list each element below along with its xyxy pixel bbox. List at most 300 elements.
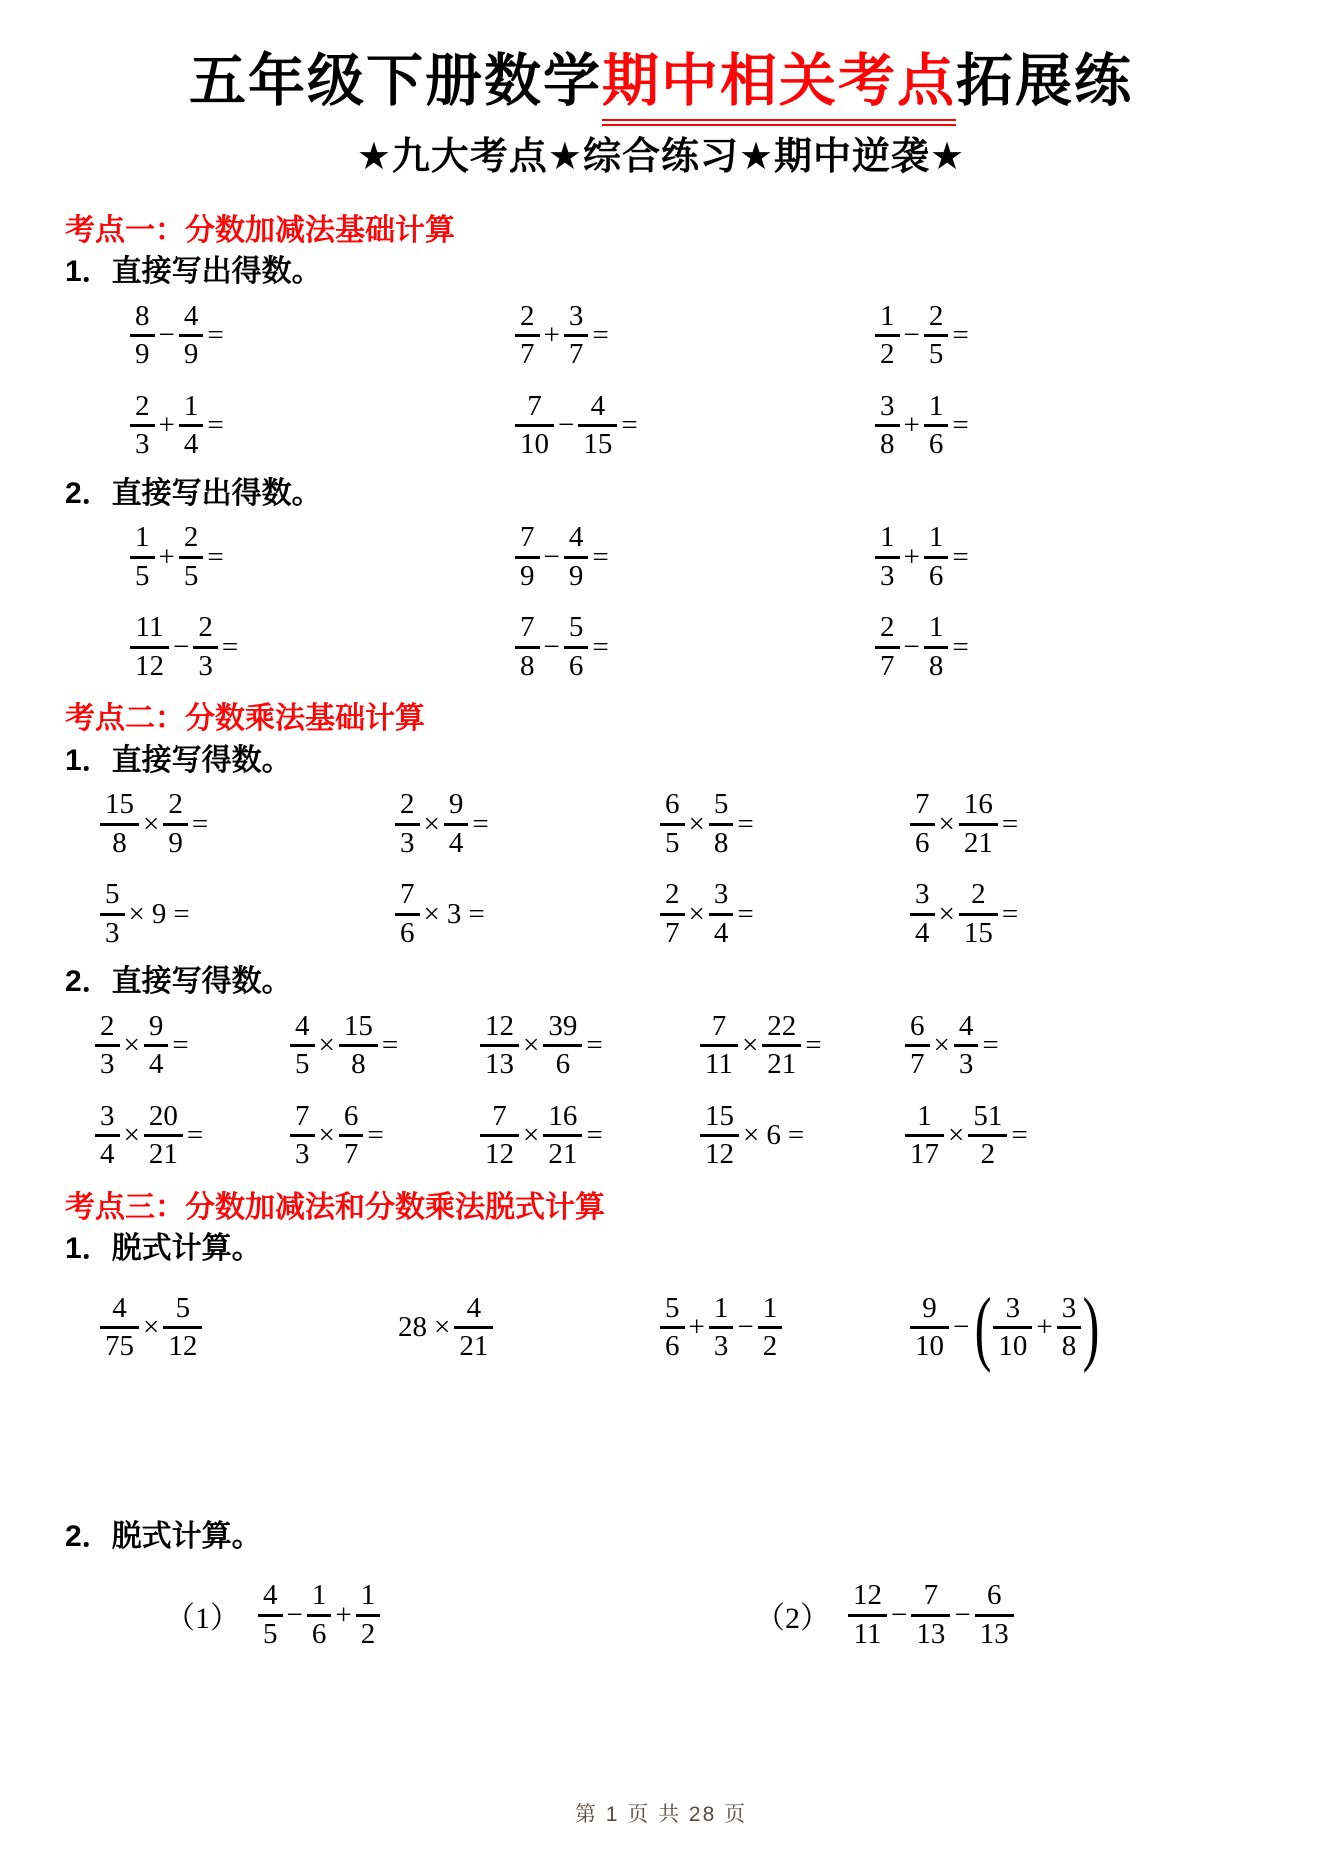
block-label: 1．直接写出得数。 — [65, 255, 322, 289]
operator: = — [621, 409, 638, 442]
operator: = — [952, 540, 969, 573]
operator: × — [143, 807, 160, 840]
fraction — [660, 877, 685, 951]
operator: × — [128, 897, 145, 930]
operator: × — [523, 1029, 540, 1062]
operator: = — [367, 1119, 384, 1152]
operator: − — [158, 319, 175, 352]
numerator: 2 — [168, 788, 183, 821]
math-expression — [480, 1009, 700, 1083]
denominator: 3 — [95, 1044, 120, 1082]
math-expression — [130, 389, 515, 463]
numerator: 16 — [963, 788, 993, 821]
math-row — [130, 291, 1257, 381]
math-expression — [875, 610, 1257, 684]
operator: = — [952, 409, 969, 442]
math-expression — [515, 389, 875, 463]
fraction — [395, 877, 420, 951]
operator: + — [688, 1311, 705, 1344]
operator: − — [558, 409, 575, 442]
denominator: 8 — [339, 1044, 378, 1082]
math-row — [130, 602, 1257, 692]
math-expression — [755, 1578, 1257, 1652]
fraction — [130, 610, 169, 684]
denominator: 5 — [290, 1044, 315, 1082]
denominator: 75 — [100, 1326, 139, 1364]
math-expression — [395, 787, 660, 861]
operator: × — [948, 1119, 965, 1152]
numerator: 51 — [973, 1099, 1003, 1132]
operator: = — [592, 540, 609, 573]
operator: − — [286, 1598, 303, 1631]
denominator: 13 — [911, 1614, 950, 1652]
numerator: 3 — [1005, 1291, 1021, 1324]
fraction — [700, 1099, 739, 1173]
denominator: 7 — [515, 334, 540, 372]
page-subtitle: ★九大考点★综合练习★期中逆袭★ — [356, 136, 966, 179]
operator: = — [207, 540, 224, 573]
math-expression — [395, 1291, 660, 1365]
denominator: 9 — [163, 823, 188, 861]
numerator: 1 — [928, 389, 944, 422]
math-expression — [95, 1009, 290, 1083]
numerator: 4 — [466, 1291, 482, 1324]
denominator: 6 — [395, 913, 420, 951]
numerator: 1 — [311, 1579, 327, 1612]
fraction — [515, 389, 554, 463]
denominator: 5 — [130, 556, 155, 594]
fraction — [968, 1099, 1007, 1173]
numerator: 1 — [360, 1579, 376, 1612]
math-expression — [875, 299, 1257, 373]
numerator: 5 — [175, 1291, 191, 1324]
operator: = — [586, 1119, 603, 1152]
operator: = — [472, 807, 489, 840]
operator: = — [586, 1029, 603, 1062]
denominator: 4 — [444, 823, 469, 861]
operator: × — [123, 1029, 140, 1062]
operator: = — [221, 630, 239, 663]
operator: × — [938, 897, 955, 930]
operator: − — [954, 1598, 971, 1631]
operator: × — [933, 1029, 950, 1062]
operator: = — [805, 1029, 822, 1062]
denominator: 13 — [480, 1044, 519, 1082]
fraction — [100, 1291, 139, 1365]
numerator: 1 — [183, 389, 199, 422]
title-prefix: 五年级下册数学 — [189, 49, 602, 113]
math-expression — [910, 877, 1257, 951]
fraction — [515, 299, 540, 373]
numerator: 7 — [520, 611, 535, 644]
denominator: 8 — [1057, 1326, 1082, 1364]
operator: + — [903, 409, 920, 442]
operator: = — [1001, 897, 1019, 930]
numerator: 4 — [112, 1291, 127, 1324]
block-label: 1．直接写得数。 — [65, 743, 292, 777]
fraction — [848, 1578, 887, 1652]
math-row — [95, 1001, 1257, 1091]
numerator: 15 — [343, 1009, 373, 1042]
title-suffix: 拓展练 — [956, 49, 1133, 113]
math-expression — [100, 787, 395, 861]
fraction — [758, 1291, 783, 1365]
fraction — [709, 1291, 734, 1365]
math-expression — [660, 877, 910, 951]
fraction — [307, 1578, 332, 1652]
fraction — [515, 520, 540, 594]
fraction — [564, 299, 589, 373]
fraction — [339, 1009, 378, 1083]
numerator: 3 — [880, 389, 895, 422]
fraction — [543, 1009, 582, 1083]
math-expression — [130, 520, 515, 594]
denominator: 5 — [258, 1614, 283, 1652]
math-expression — [165, 1578, 755, 1652]
operator: = — [592, 319, 609, 352]
operator: − — [737, 1311, 754, 1344]
numerator: 6 — [665, 788, 680, 821]
denominator: 3 — [709, 1326, 734, 1364]
problem-block — [65, 963, 1257, 1181]
operator: × — [741, 1029, 759, 1062]
numerator: 15 — [105, 788, 134, 821]
denominator: 2 — [758, 1326, 783, 1364]
block-label: 2．直接写出得数。 — [65, 476, 322, 510]
numerator: 2 — [135, 389, 150, 422]
operator: × — [523, 1119, 540, 1152]
denominator: 21 — [959, 823, 998, 861]
denominator: 6 — [924, 424, 949, 462]
denominator: 21 — [762, 1044, 801, 1082]
denominator: 21 — [543, 1134, 582, 1172]
math-expression: $\frac{9}{10}$ −( $\frac{3}{10}$ + $\frac{3}{8}$ ) — [910, 1291, 1257, 1365]
operator: = — [982, 1029, 999, 1062]
fraction — [290, 1099, 315, 1173]
denominator: 10 — [993, 1326, 1032, 1364]
fraction — [709, 877, 734, 951]
fraction — [480, 1099, 519, 1173]
denominator: 6 — [564, 646, 589, 684]
operator: − — [891, 1598, 908, 1631]
numerator: 3 — [1061, 1291, 1077, 1324]
numerator: 2 — [971, 878, 986, 911]
operator: = — [186, 1119, 204, 1152]
fraction — [924, 610, 949, 684]
numerator: 1 — [928, 611, 944, 644]
numerator: 1 — [880, 521, 895, 554]
numerator: 7 — [527, 389, 542, 422]
fraction — [924, 299, 949, 373]
math-expression — [480, 1099, 700, 1173]
operator: × — [318, 1119, 335, 1152]
denominator: 3 — [290, 1134, 315, 1172]
numerator: 4 — [263, 1579, 278, 1612]
fraction — [578, 389, 617, 463]
denominator: 9 — [515, 556, 540, 594]
math-row — [130, 512, 1257, 602]
math-expression — [395, 877, 660, 951]
fraction — [700, 1009, 738, 1083]
numerator: 2 — [198, 611, 213, 644]
numerator: 5 — [665, 1291, 680, 1324]
numerator: 1 — [917, 1099, 932, 1132]
numerator: 2 — [100, 1009, 115, 1042]
fraction — [95, 1099, 120, 1173]
denominator: 11 — [848, 1614, 887, 1652]
fraction — [95, 1009, 120, 1083]
problem-block — [65, 475, 1257, 693]
operator: × — [688, 807, 705, 840]
operator: = — [1001, 807, 1019, 840]
fraction — [100, 877, 125, 951]
fraction — [179, 299, 204, 373]
operator: = — [191, 807, 209, 840]
numerator: 16 — [548, 1099, 578, 1132]
numerator: 9 — [922, 1291, 937, 1324]
denominator: 21 — [144, 1134, 183, 1172]
page-title — [0, 46, 1322, 126]
denominator: 3 — [193, 646, 218, 684]
operator: × — [938, 807, 955, 840]
numerator: 1 — [762, 1291, 778, 1324]
denominator: 6 — [543, 1044, 582, 1082]
denominator: 3 — [100, 913, 125, 951]
numerator: 7 — [492, 1099, 507, 1132]
denominator: 9 — [564, 556, 589, 594]
numerator: 3 — [100, 1099, 115, 1132]
math-row — [165, 1555, 1257, 1675]
block-label: 2．直接写得数。 — [65, 965, 292, 999]
denominator: 11 — [700, 1044, 738, 1082]
math-expression — [290, 1009, 480, 1083]
operator: − — [543, 540, 560, 573]
fraction — [258, 1578, 283, 1652]
fraction — [564, 610, 589, 684]
fraction — [910, 877, 935, 951]
fraction — [959, 877, 998, 951]
math-expression — [515, 610, 875, 684]
fraction — [395, 787, 420, 861]
block-label: 1．脱式计算。 — [65, 1232, 262, 1266]
fraction — [924, 520, 949, 594]
operator: × — [423, 807, 440, 840]
numerator: 2 — [400, 788, 415, 821]
numerator: 3 — [915, 878, 930, 911]
integer: 9 — [151, 897, 167, 930]
operator: × — [688, 897, 705, 930]
denominator: 4 — [179, 424, 204, 462]
denominator: 8 — [515, 646, 540, 684]
fraction — [130, 389, 155, 463]
numerator: 9 — [448, 788, 464, 821]
item-label: （2） — [755, 1602, 830, 1636]
item-label: （1） — [165, 1602, 240, 1636]
problem-block — [65, 253, 1257, 471]
fraction — [444, 787, 469, 861]
operator: − — [903, 630, 920, 663]
math-row — [100, 869, 1257, 959]
numerator: 5 — [568, 611, 584, 644]
fraction — [179, 520, 204, 594]
math-expression — [515, 520, 875, 594]
fraction — [179, 389, 204, 463]
fraction — [709, 787, 734, 861]
math-expression — [290, 1099, 480, 1173]
math-expression — [100, 877, 395, 951]
fraction — [910, 787, 935, 861]
numerator: 39 — [548, 1009, 578, 1042]
fraction — [144, 1099, 183, 1173]
math-expression — [700, 1009, 905, 1083]
denominator: 4 — [95, 1134, 120, 1172]
numerator: 3 — [568, 299, 584, 332]
denominator: 9 — [179, 334, 204, 372]
denominator: 10 — [910, 1326, 949, 1364]
fraction — [875, 389, 900, 463]
fraction — [1057, 1291, 1082, 1365]
denominator: 7 — [660, 913, 685, 951]
fraction — [660, 1291, 685, 1365]
operator: × — [743, 1119, 760, 1152]
denominator: 6 — [660, 1326, 685, 1364]
denominator: 4 — [144, 1044, 169, 1082]
numerator: 7 — [923, 1579, 939, 1612]
integer: 6 — [766, 1119, 781, 1152]
numerator: 15 — [705, 1099, 734, 1132]
denominator: 8 — [709, 823, 734, 861]
math-expression — [100, 1291, 395, 1365]
fraction — [762, 1009, 801, 1083]
operator: = — [207, 409, 224, 442]
numerator: 4 — [590, 389, 606, 422]
denominator: 12 — [700, 1134, 739, 1172]
section-1 — [65, 212, 1257, 693]
fraction — [905, 1009, 930, 1083]
denominator: 7 — [564, 334, 589, 372]
math-row — [100, 779, 1257, 869]
denominator: 8 — [924, 646, 949, 684]
operator: = — [207, 319, 224, 352]
operator: + — [1036, 1311, 1053, 1344]
numerator: 4 — [295, 1009, 310, 1042]
numerator: 7 — [400, 878, 415, 911]
numerator: 1 — [880, 299, 895, 332]
denominator: 9 — [130, 334, 155, 372]
numerator: 12 — [853, 1579, 882, 1612]
numerator: 9 — [148, 1009, 164, 1042]
numerator: 1 — [135, 521, 150, 554]
operator: × — [123, 1119, 140, 1152]
fraction — [910, 1291, 949, 1365]
operator: × — [423, 897, 440, 930]
operator: − — [903, 319, 920, 352]
denominator: 3 — [395, 823, 420, 861]
sections — [0, 212, 1322, 1676]
denominator: 5 — [179, 556, 204, 594]
numerator: 7 — [711, 1009, 727, 1042]
numerator: 11 — [135, 611, 164, 644]
numerator: 5 — [713, 788, 729, 821]
denominator: 12 — [163, 1326, 202, 1364]
fraction — [975, 1578, 1014, 1652]
numerator: 12 — [485, 1009, 514, 1042]
numerator: 22 — [767, 1009, 797, 1042]
math-row — [100, 1268, 1257, 1388]
denominator: 17 — [905, 1134, 944, 1172]
operator: = — [172, 1029, 189, 1062]
numerator: 6 — [986, 1579, 1002, 1612]
numerator: 8 — [135, 299, 150, 332]
fraction — [454, 1291, 493, 1365]
denominator: 6 — [924, 556, 949, 594]
fraction — [543, 1099, 582, 1173]
denominator: 8 — [100, 823, 139, 861]
fraction — [356, 1578, 381, 1652]
operator: + — [158, 409, 175, 442]
numerator: 6 — [910, 1009, 925, 1042]
operator: = — [952, 319, 969, 352]
denominator: 2 — [968, 1134, 1007, 1172]
fraction — [163, 1291, 202, 1365]
operator: = — [737, 897, 754, 930]
fraction — [954, 1009, 979, 1083]
denominator: 5 — [924, 334, 949, 372]
section-3 — [65, 1189, 1257, 1676]
operator: = — [468, 897, 485, 930]
operator: + — [335, 1598, 352, 1631]
operator: − — [173, 630, 190, 663]
fraction — [911, 1578, 950, 1652]
numerator: 1 — [713, 1291, 729, 1324]
fraction — [100, 787, 139, 861]
math-expression — [905, 1009, 1257, 1083]
numerator: 2 — [183, 521, 199, 554]
fraction — [339, 1099, 364, 1173]
fraction — [924, 389, 949, 463]
denominator: 3 — [130, 424, 155, 462]
math-expression — [95, 1099, 290, 1173]
fraction — [875, 520, 900, 594]
math-expression — [130, 299, 515, 373]
fraction — [144, 1009, 169, 1083]
fraction — [875, 299, 900, 373]
fraction — [564, 520, 589, 594]
fraction — [515, 610, 540, 684]
integer: 28 — [398, 1311, 427, 1344]
title-highlight: 期中相关考点 — [602, 46, 956, 126]
numerator: 2 — [665, 878, 680, 911]
problem-block — [65, 742, 1257, 960]
denominator: 21 — [454, 1326, 493, 1364]
numerator: 4 — [568, 521, 584, 554]
block-label: 2．脱式计算。 — [65, 1519, 262, 1553]
math-row — [95, 1091, 1257, 1181]
fraction — [660, 787, 685, 861]
denominator: 3 — [875, 556, 900, 594]
problem-block — [65, 1518, 1257, 1676]
operator: − — [953, 1311, 970, 1344]
numerator: 7 — [915, 788, 930, 821]
math-expression — [660, 787, 910, 861]
page-footer: 第 1 页 共 28 页 — [574, 1803, 748, 1826]
problem-block — [65, 1230, 1257, 1388]
numerator: 4 — [183, 299, 199, 332]
operator: = — [173, 897, 190, 930]
denominator: 13 — [975, 1614, 1014, 1652]
denominator: 4 — [910, 913, 935, 951]
denominator: 3 — [954, 1044, 979, 1082]
